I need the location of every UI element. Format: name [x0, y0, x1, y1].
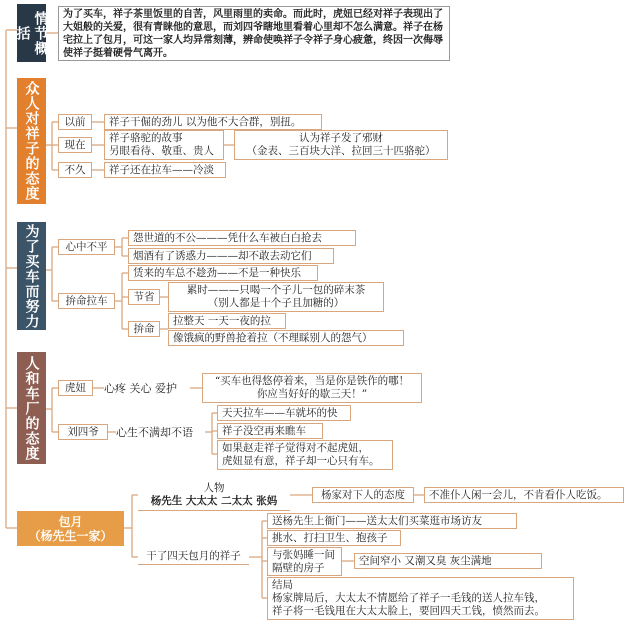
- baoyue-jieju: [267, 577, 574, 620]
- renhe-liusi-3: [217, 440, 393, 470]
- huniu-quote-line1: “买车也得悠停着来，当是你是铁作的哪！: [214, 375, 410, 387]
- category-renhe: [17, 352, 46, 464]
- renwu-names: 杨先生 大太太 二太太 张妈: [150, 495, 278, 507]
- baoyue-renwu: [138, 481, 290, 511]
- effort-pinming: [58, 293, 115, 309]
- renhe-huniu-quote: [202, 373, 422, 403]
- jiesheng-line2: （别人都是十个子且加糖的）: [207, 297, 345, 309]
- xianzai-line2: 另眼看待、敬重、贵人: [109, 145, 214, 157]
- liusi-2-text: 祥子没空再来瞧车: [222, 425, 306, 437]
- category-effort: [17, 222, 46, 330]
- liusi-3-line2: 虎妞显有意，祥子却一心只有车。: [222, 455, 380, 467]
- category-summary: [14, 4, 49, 62]
- baoyue-sitian: [138, 549, 249, 565]
- attitude-xianzai-text: [104, 130, 224, 160]
- baoyue-event-2: [267, 530, 401, 546]
- renhe-liusi-1: [217, 405, 351, 421]
- jieju-title: 结局: [272, 579, 293, 591]
- jiesheng-line1: 累时———只喝一个子儿一包的碎末茶: [186, 284, 366, 296]
- attitude-yiqian: [58, 114, 92, 130]
- event-3-line1: 与张妈睡一间: [272, 549, 335, 561]
- category-summary-label: 情节概括: [14, 10, 49, 56]
- baoyue-attitude-content: 不准仆人闲一会儿，不肯看仆人吃饭。: [429, 489, 608, 501]
- liusi-label: 刘四爷: [67, 426, 99, 438]
- pinming2-2-text: 像饿疯的野兽抢着拉（不理睬别人的怨气）: [173, 332, 373, 344]
- renhe-huniu-attitude: [104, 382, 177, 395]
- category-baoyue-label: 包月 （杨先生一家）: [28, 514, 113, 543]
- attitude-yiqian-text: [104, 114, 322, 130]
- xianzai-line1: 祥子骆驼的故事: [109, 132, 183, 144]
- category-attitude-label: 众人对祥子的态度: [23, 81, 40, 201]
- renhe-liusi-2: [217, 423, 323, 439]
- effort-xinzhong-1: [128, 230, 356, 246]
- xianzai-label: 现在: [64, 139, 86, 151]
- jieju-line2: 祥子将一毛钱甩在大太太脸上，要回四天工钱，愤然而去。: [272, 605, 545, 617]
- summary-content: 为了买车，祥子茶里饭里的自苦，风里雨里的卖命。而此时，虎妞已经对祥子表现出了大姐般的关爱，很有青睐他的意思，而刘四爷瞎地里看着心里却不怎么满意。祥子在杨宅拉上了包月，可这一家人均异常刻薄，辨命使唤祥子令祥子身心疲惫，终因一次侮辱使祥子挺着硬骨气离开。: [63, 9, 443, 59]
- category-renhe-label: 人和车厂的态度: [23, 355, 40, 461]
- renhe-huniu: [58, 380, 93, 396]
- baoyue-attitude-label-text: 杨家对下人的态度: [321, 489, 405, 501]
- pinming-label: 拚命拉车: [65, 295, 108, 307]
- renwu-title: 人物: [203, 482, 225, 494]
- attitude-bujiu: [58, 162, 92, 178]
- baoyue-event-3: [267, 547, 342, 576]
- event-2-text: 挑水、打扫卫生、抱孩子: [272, 532, 388, 544]
- liusi-1-text: 天天拉车——车就坏的快: [222, 407, 338, 419]
- renhe-liusi-attitude: [116, 426, 193, 439]
- xianzai-result-line2: （金表、三百块大洋、拉回三十匹骆驼）: [246, 145, 436, 157]
- effort-pinming2-2: [168, 330, 404, 346]
- baoyue-event-1: [267, 513, 517, 529]
- xinzhong-2-text: 烟酒有了诱惑力———却不敢去动它们: [133, 250, 312, 262]
- event-3-desc-text: 空间窄小 又潮又臭 灰尘满地: [359, 555, 492, 567]
- event-1-text: 送杨先生上衙门——送太太们买菜逛市场访友: [272, 515, 482, 527]
- renhe-liusi: [58, 424, 108, 440]
- effort-jiesheng: [128, 289, 160, 305]
- category-baoyue: [17, 511, 124, 546]
- event-3-line2: 隔壁的房子: [272, 562, 325, 574]
- xianzai-result-line1: 认为祥子发了邪财: [299, 132, 383, 144]
- huniu-quote-line2: 你应当好好的歇三天！”: [256, 388, 368, 400]
- yiqian-text: 祥子干倔的劲儿 以为他不大合群，别扭。: [109, 116, 302, 128]
- effort-xinzhong: [58, 239, 115, 255]
- xinzhong-label: 心中不平: [65, 241, 108, 253]
- pinming2-label: 拚命: [133, 323, 155, 335]
- liusi-3-line1: 如果赵走祥子觉得对不起虎妞，: [222, 442, 369, 454]
- huniu-label: 虎妞: [65, 382, 86, 394]
- baoyue-attitude-text: [424, 487, 624, 503]
- baoyue-attitude-label: [312, 487, 414, 503]
- liusi-attitude-text: 心生不满却不语: [116, 426, 193, 439]
- category-attitude: [17, 78, 46, 204]
- xinzhong-1-text: 怨世道的不公———凭什么车被白白抢去: [133, 232, 322, 244]
- attitude-xianzai-result: [234, 130, 448, 160]
- effort-pinming2-1: [168, 313, 286, 329]
- effort-xinzhong-2: [128, 248, 334, 264]
- baoyue-event-3-desc: [354, 553, 542, 569]
- bujiu-label: 不久: [64, 164, 86, 176]
- pinming2-1-text: 拉整天 一天一夜的拉: [173, 315, 271, 327]
- huniu-attitude-text: 心疼 关心 爱护: [104, 382, 177, 395]
- jieju-line1: 杨家牌局后，大太太不情愿给了祥子一毛钱的送人拉车钱，: [272, 592, 545, 604]
- effort-pinming2: [128, 321, 160, 337]
- attitude-xianzai: [58, 137, 92, 153]
- jiesheng-label: 节省: [133, 291, 155, 303]
- effort-jiesheng-text: [168, 282, 384, 312]
- summary-text: [58, 6, 450, 61]
- effort-pinming-1: [128, 265, 318, 281]
- category-effort-label: 为了买车而努力: [23, 223, 40, 329]
- attitude-bujiu-text: [104, 162, 226, 178]
- bujiu-text: 祥子还在拉车——冷淡: [109, 164, 214, 176]
- sitian-label: 干了四天包月的祥子: [146, 550, 241, 562]
- pinming-1-text: 赁来的车总不趁劲——不是一种快乐: [133, 267, 301, 279]
- yiqian-label: 以前: [64, 116, 86, 128]
